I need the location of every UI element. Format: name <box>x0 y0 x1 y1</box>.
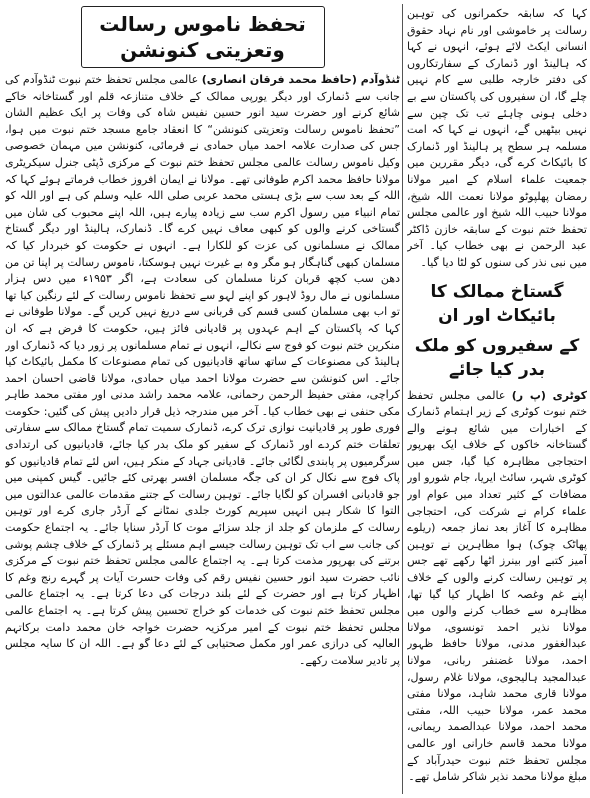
side-article-text <box>407 388 587 786</box>
main-article-text <box>5 72 400 669</box>
side-body: عالمی مجلس تحفظ ختم نبوت کوٹری کے زیر اہتمام ڈنمارک کے اخبارات میں شائع ہونے والے گستاخانہ خاکوں کے خلاف ایک بھرپور احتجاجی مظاہرہ کیا گیا، جس میں کوٹری شہر، سائٹ ایریا، جام شورو اور مضافات کے کثیر تعداد میں عوام اور علماء کرام نے شرکت کی، احتجاجی مظاہرہ کا آغاز بعد نماز جمعہ (ریلوے پھاٹک چوک) ہوا مظاہرین نے توہین آمیز کتبے اور بینرز اٹھا رکھے تھے جس پر توہین رسالت کرنے والوں کے خلاف اپنے غم وغصہ کا اظہار کیا گیا تھا، مظاہرہ سے خطاب کرنے والوں میں مولانا نذیر احمد تونسوی، مولانا عبدالغفور مدنی، مولانا حافظ ظہور احمد، مولانا غضنفر ربانی، مولانا عبدالمجید ہالیجوی، مولانا غلام رسول، مولانا قاری محمد شاہد، مولانا مفتی محمد عمر، مولانا حبیب اللہ، مفتی محمد احمد، مولانا عبدالصمد ریمانی، مولانا محمد قاسم خارانی اور عالمی مجلس تحفظ ختم نبوت حیدرآباد کے مبلغ مولانا محمد نذیر شاکر شامل تھے۔ <box>407 388 587 784</box>
side-dateline: کوٹری (پ ر) <box>511 388 587 402</box>
main-headline-box <box>81 6 325 68</box>
main-dateline: ٹنڈوآدم (حافظ محمد فرقان انصاری) <box>201 73 400 86</box>
side-headline-line-2: کے سفیروں کو ملک بدر کیا جائے <box>414 335 580 380</box>
column-divider <box>402 4 403 794</box>
main-headline: تحفظ ناموس رسالت وتعزیتی کنونشن <box>99 12 306 62</box>
side-headline-line-1: گستاخ ممالک کا بائیکاٹ اور ان <box>430 281 564 326</box>
side-column <box>407 6 587 786</box>
main-article <box>5 6 400 669</box>
side-intro: کہا کہ سابقہ حکمرانوں کی توہین رسالت پر خاموشی اور نام نہاد حقوق انسانی ایکٹ لائے ہوئے، انہوں نے کہا کہ ہالینڈ اور ڈنمارک کے سفارتکاروں کی دفتر خارجہ طلبی سے کام نہیں چلے گا، ان سفیروں کی پاکستان سے بے دخلی ہونی چاہئے تب تک چین سے نہیں بیٹھیں گے، انہوں نے کہا کہ امت مسلمہ ہر سطح پر ہالینڈ اور ڈنمارک کا بائیکاٹ کرے گی، دیگر مقررین میں جمعیت علماء اسلام کے امیر مولانا رمضان پھلپوٹو مولانا نعمت اللہ شیخ، مولانا حبیب اللہ شیخ اور عالمی مجلس تحفظ ختم نبوت کے سابقہ خازن ڈاکٹر عبد الرحمن نے بھی خطاب کیا۔ آخر میں نبی نذر کی سنوں کو لٹا دیا گیا۔ <box>407 7 587 269</box>
main-body: عالمی مجلس تحفظ ختم نبوت ٹنڈوآدم کی جانب سے ڈنمارک اور دیگر یورپی ممالک کے خلاف متنازعہ قلم اور گستاخانہ خاکے شائع کرنے اور حضرت سید انور حسین نفیس شاہ کی وفات پر ایک عظیم الشان ”تحفظ ناموس رسالت وتعزیتی کنونشن“ کا انعقاد جامع مسجد ختم نبوت میں ہوا، جس کی صدارت علامہ احمد میاں حمادی نے فرمائی، کنونشن میں مہمان خصوصی وکیل ناموس رسالت عالمی مجلس تحفظ ختم نبوت کے مرکزی ڈپٹی جنرل سیکریٹری مولانا حافظ محمد اکرم طوفانی تھے۔ مولانا نے ایمان افروز خطاب فرماتے ہوئے کہا کہ اللہ کے بعد سب سے بڑی ہستی محمد عربی صلی اللہ علیہ وسلم کی ہے اور اللہ کو تمام انبیاء میں رسول اکرم سب سے زیادہ پیارے ہیں، اللہ اپنے محبوب کی شان میں گستاخی کرنے والوں کو کبھی معاف نہیں کرے گا۔ ڈنمارک، ہالینڈ اور دیگر گستاخ ممالک نے مسلمانوں کی عزت کو للکارا ہے۔ انہوں نے حکومت کو خبردار کیا کہ مسلمان کبھی گناہگار ہو مگر وہ بے غیرت نہیں ہوسکتا، ناموس رسالت پر اپنا تن من دھن سب کچھ قربان کرنا مسلمان کی سعادت ہے، اگر ۱۹۵۳ء میں دس ہزار مسلمانوں نے مال روڈ لاہور کو اپنے لہو سے تحفظ ناموس رسالت کے لئے رنگین کیا تھا تو اب بھی مسلمان کسی قسم کی قربانی سے دریغ نہیں کریں گے۔ مولانا طوفانی نے کہا کہ پاکستان کے اہم عہدوں پر قادیانی فائز ہیں، حکومت کا فرض ہے کہ ان منکرین ختم نبوت کو فوج سے نکالے، انہوں نے تمام مسلمانوں پر زور دیا کہ ڈنمارک اور ہالینڈ کی مصنوعات کے ساتھ ساتھ قادیانیوں کی تمام مصنوعات کا مکمل بائیکاٹ کیا جائے۔ اس کنونشن سے حضرت مولانا احمد میاں حمادی، مولانا قاضی احسان احمد کراچی، مفتی حفیظ الرحمن رحمانی، علامہ محمد راشد مدنی اور مفتی محمد طاہر مکی حنفی نے بھی خطاب کیا۔ آخر میں مندرجہ ذیل قرار دادیں پیش کی گئیں: حکومت فوری طور پر قادیانیت نوازی ترک کرے، ڈنمارک سمیت تمام گستاخ ممالک سے سفارتی تعلقات ختم کردے اور ڈنمارک کے سفیر کو ملک بدر کیا جائے، قادیانیوں کی ارتدادی سرگرمیوں پر پابندی لگائی جائے۔ قادیانی جہاد کے منکر ہیں، اس لئے تمام قادیانیوں کو پاک فوج سے نکال کر ان کی جگہ مسلمان افسر بھرتی کئے جائیں۔ گیس کمپنی میں جو قادیانی افسران کو لگایا جائے۔ توہین رسالت کے جتنے مقدمات عالمی عدالتوں میں التوا کا شکار ہیں انہیں سپریم کورٹ جلدی نمٹانے کے آرڈر جاری کرے اور توہین رسالت کے ملزمان کو جلد از جلد سزائے موت کا آرڈر سنایا جائے۔ یہ اجتماع حکومت کی جانب سے اب تک توہین رسالت جیسے اہم مسئلے پر ڈنمارک کے خلاف چشم پوشی برتنے کی بھرپور مذمت کرتا ہے۔ یہ اجتماع عالمی مجلس تحفظ ختم نبوت کے مرکزی نائب حضرت سید انور حسین نفیس رقم کی وفات حسرت آیات پر گہرے رنج وغم کا اظہار کرتا ہے اور حضرت کے لئے بلند درجات کی دعا کرتا ہے۔ یہ اجتماع عالمی مجلس تحفظ ختم نبوت کی خدمات کو خراج تحسین پیش کرتا ہے۔ یہ اجتماع عالمی مجلس تحفظ ختم نبوت کے امیر مرکزیہ حضرت خواجہ خان محمد دامت برکاتہم العالیہ کی درازی عمر اور مکمل صحتیابی کے لئے دعا گو ہے۔ اللہ ان کا سایہ مجلس پر تادیر سلامت رکھے۔ <box>5 73 400 667</box>
